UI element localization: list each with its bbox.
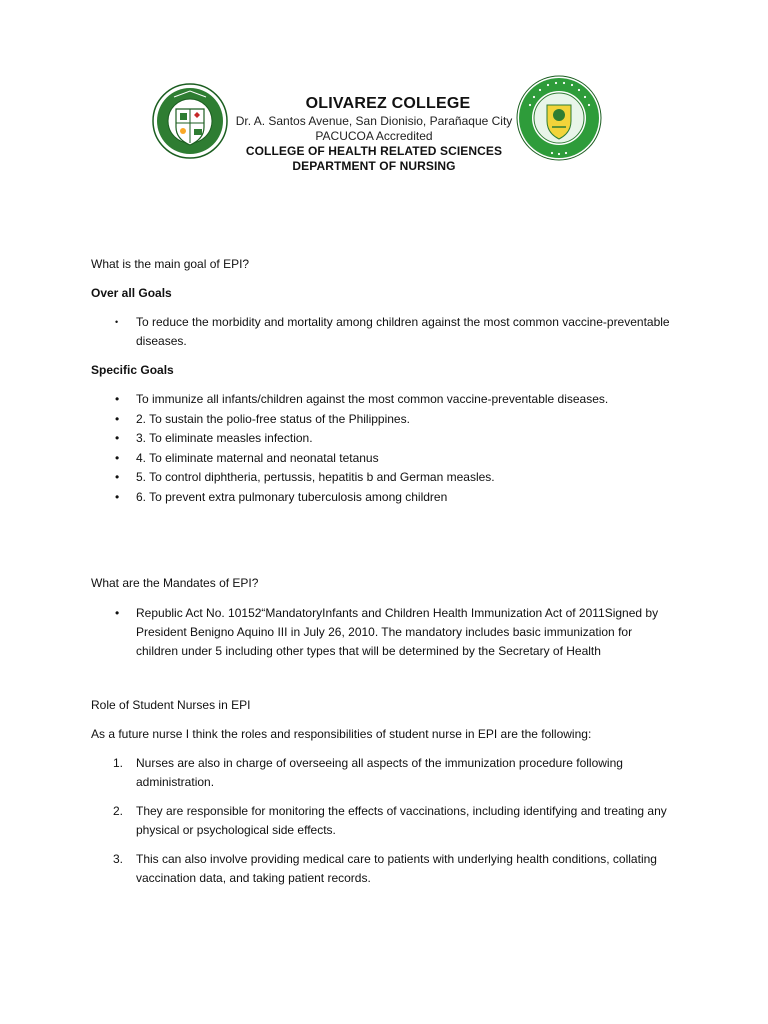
list-item: 2. They are responsible for monitoring the effects of vaccinations, including identifying and treating any physical or psychological side effects. (113, 804, 667, 837)
bullet-icon: • (115, 606, 120, 620)
mandates-list (91, 604, 671, 661)
nursing-seal-icon (152, 83, 228, 159)
list-item: • 4. To eliminate maternal and neonatal tetanus (91, 449, 671, 469)
roles-list (91, 754, 671, 888)
department-name: DEPARTMENT OF NURSING (292, 159, 456, 173)
roles-intro: As a future nurse I think the roles and responsibilities of student nurse in EPI are the following: (91, 727, 592, 741)
bullet-icon: • (115, 470, 120, 484)
bullet-icon: • (115, 317, 119, 327)
college-unit: COLLEGE OF HEALTH RELATED SCIENCES (245, 144, 503, 158)
college-address: Dr. A. Santos Avenue, San Dionisio, Parañaque City (235, 114, 513, 128)
list-item: • 3. To eliminate measles infection. (91, 429, 671, 449)
overall-goals-heading: Over all Goals (91, 286, 172, 300)
document-body (91, 255, 671, 888)
list-item: • To immunize all infants/children against the most common vaccine-preventable diseases. (91, 390, 671, 410)
list-item: 3. This can also involve providing medical care to patients with underlying health conditions, collating vaccination data, and taking patient records. (113, 852, 657, 885)
olivarez-college-seal-icon (516, 75, 602, 161)
list-number: 2. (113, 804, 124, 818)
letterhead (224, 94, 524, 174)
bullet-icon: • (115, 431, 120, 445)
bullet-icon: • (115, 392, 120, 406)
list-item: • Republic Act No. 10152“MandatoryInfants and Children Health Immunization Act of 2011Signed by President Benigno Aquino III in July 26, 2010. The mandatory includes basic immunization for children under 5 including other types that will be determined by the Secretary of Health (115, 606, 659, 658)
list-item: • 5. To control diphtheria, pertussis, hepatitis b and German measles. (91, 468, 671, 488)
college-name: OLIVAREZ COLLEGE (305, 95, 471, 112)
list-item: • To reduce the morbidity and mortality among children against the most common vaccine-preventable diseases. (115, 315, 670, 348)
bullet-icon: • (115, 489, 120, 504)
bullet-icon: • (115, 450, 120, 465)
question-mandates: What are the Mandates of EPI? (91, 576, 259, 590)
bullet-icon: • (115, 411, 120, 426)
list-item: • 2. To sustain the polio-free status of the Philippines. (91, 410, 671, 430)
question-main-goal: What is the main goal of EPI? (91, 257, 250, 271)
overall-goals-list (91, 313, 671, 351)
roles-heading: Role of Student Nurses in EPI (91, 698, 251, 712)
list-number: 3. (113, 852, 124, 866)
specific-goals-heading: Specific Goals (91, 363, 174, 377)
specific-goals-list (91, 390, 671, 507)
list-item: • 6. To prevent extra pulmonary tuberculosis among children (91, 488, 671, 508)
list-number: 1. (113, 756, 124, 770)
list-item: 1. Nurses are also in charge of overseeing all aspects of the immunization procedure following administration. (113, 756, 623, 789)
accreditation-text: PACUCOA Accredited (315, 129, 433, 143)
